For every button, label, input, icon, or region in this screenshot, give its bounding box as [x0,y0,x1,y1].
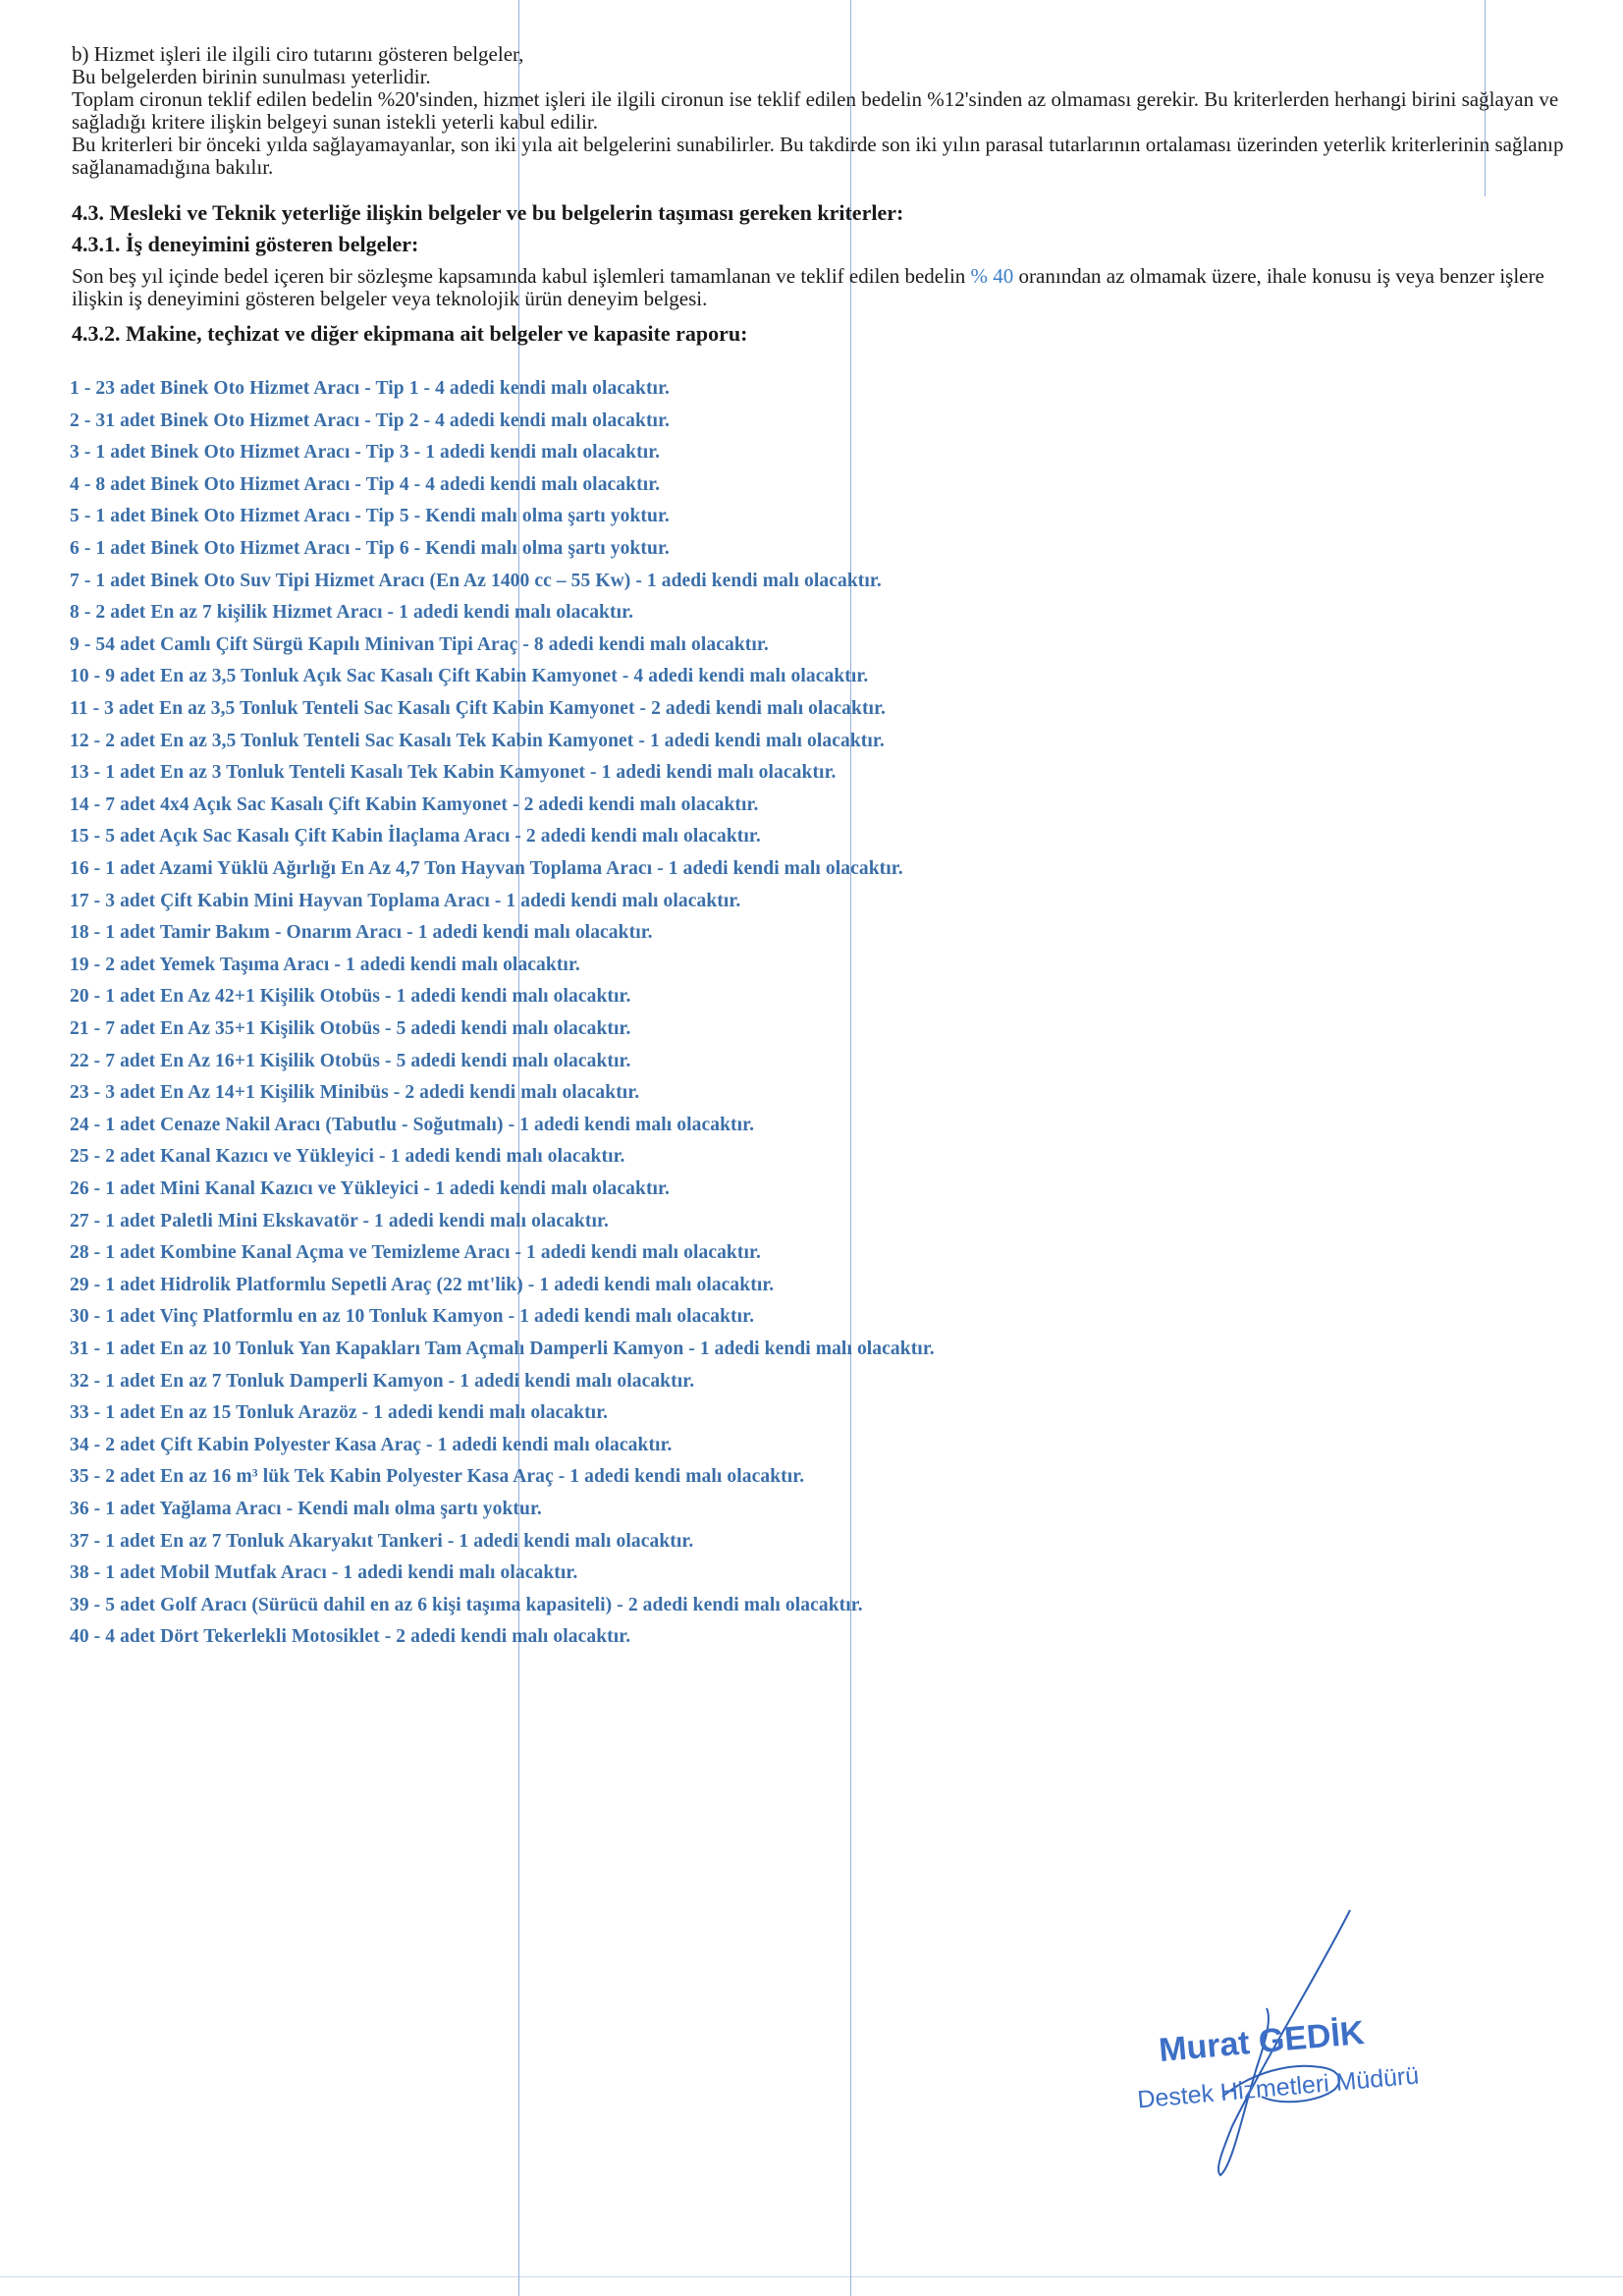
equipment-item: 9 - 54 adet Camlı Çift Sürgü Kapılı Minivan Tipi Araç - 8 adedi kendi malı olacaktır. [70,633,769,655]
equipment-item: 25 - 2 adet Kanal Kazıcı ve Yükleyici - 1 adedi kendi malı olacaktır. [70,1146,625,1168]
equipment-item: 5 - 1 adet Binek Oto Hizmet Aracı - Tip 5 - Kendi malı olma şartı yoktur. [70,506,670,527]
equipment-item: 7 - 1 adet Binek Oto Suv Tipi Hizmet Aracı (En Az 1400 cc – 55 Kw) - 1 adedi kendi malı olacaktır. [70,570,882,591]
equipment-item: 34 - 2 adet Çift Kabin Polyester Kasa Araç - 1 adedi kendi malı olacaktır. [70,1434,673,1455]
section-heading-4-3: 4.3. Mesleki ve Teknik yeterliğe ilişkin belgeler ve bu belgelerin taşıması gereken kriterler: [72,200,904,225]
equipment-item: 36 - 1 adet Yağlama Aracı - Kendi malı olma şartı yoktur. [70,1499,542,1519]
signature-title: Destek Hizmetleri Müdürü [1136,2061,1421,2114]
equipment-item: 26 - 1 adet Mini Kanal Kazıcı ve Yükleyici - 1 adedi kendi malı olacaktır. [70,1178,670,1199]
equipment-item: 37 - 1 adet En az 7 Tonluk Akaryakıt Tankeri - 1 adedi kendi malı olacaktır. [70,1530,694,1552]
equipment-item: 21 - 7 adet En Az 35+1 Kişilik Otobüs - 5 adedi kendi malı olacaktır. [70,1018,631,1039]
equipment-item: 23 - 3 adet En Az 14+1 Kişilik Minibüs - 2 adedi kendi malı olacaktır. [70,1082,640,1104]
equipment-item: 27 - 1 adet Paletli Mini Ekskavatör - 1 adedi kendi malı olacaktır. [70,1210,609,1231]
experience-text-before: Son beş yıl içinde bedel içeren bir sözleşme kapsamında kabul işlemleri tamamlanan ve teklif edilen bedelin [72,264,966,288]
section-heading-4-3-2: 4.3.2. Makine, teçhizat ve diğer ekipmana ait belgeler ve kapasite raporu: [72,321,748,346]
equipment-item: 4 - 8 adet Binek Oto Hizmet Aracı - Tip 4 - 4 adedi kendi malı olacaktır. [70,473,661,495]
equipment-item: 6 - 1 adet Binek Oto Hizmet Aracı - Tip 6 - Kendi malı olma şartı yoktur. [70,538,670,559]
intro-line: Bu kriterleri bir önceki yılda sağlayamayanlar, son iki yıla ait belgelerini sunabilirler. Bu takdirde son iki yılın parasal tutarlarının ortalaması üzerinden yeterlik kriterlerinin sağlanıp sağlanamadığına bakılır. [72,133,1564,179]
equipment-item: 30 - 1 adet Vinç Platformlu en az 10 Tonluk Kamyon - 1 adedi kendi malı olacaktır. [70,1306,755,1328]
equipment-item: 24 - 1 adet Cenaze Nakil Aracı (Tabutlu - Soğutmalı) - 1 adedi kendi malı olacaktır. [70,1114,755,1135]
equipment-item: 14 - 7 adet 4x4 Açık Sac Kasalı Çift Kabin Kamyonet - 2 adedi kendi malı olacaktır. [70,793,759,815]
equipment-item: 8 - 2 adet En az 7 kişilik Hizmet Aracı - 1 adedi kendi malı olacaktır. [70,602,634,624]
equipment-item: 17 - 3 adet Çift Kabin Mini Hayvan Toplama Aracı - 1 adedi kendi malı olacaktır. [70,890,741,911]
equipment-item: 16 - 1 adet Azami Yüklü Ağırlığı En Az 4,7 Ton Hayvan Toplama Aracı - 1 adedi kendi malı olacaktır. [70,858,903,879]
signature-name: Murat GEDİK [1157,2013,1366,2070]
equipment-item: 31 - 1 adet En az 10 Tonluk Yan Kapakları Tam Açmalı Damperli Kamyon - 1 adedi kendi malı olacaktır. [70,1339,935,1359]
equipment-item: 39 - 5 adet Golf Aracı (Sürücü dahil en az 6 kişi taşıma kapasiteli) - 2 adedi kendi malı olacaktır. [70,1594,863,1615]
intro-line: Bu belgelerden birinin sunulması yeterlidir. [72,65,431,88]
experience-paragraph [72,265,1584,310]
equipment-item: 29 - 1 adet Hidrolik Platformlu Sepetli Araç (22 mt'lik) - 1 adedi kendi malı olacaktır. [70,1274,775,1295]
section-heading-4-3-1: 4.3.1. İş deneyimini gösteren belgeler: [72,232,419,256]
equipment-item: 28 - 1 adet Kombine Kanal Açma ve Temizleme Aracı - 1 adedi kendi malı olacaktır. [70,1242,761,1264]
equipment-item: 38 - 1 adet Mobil Mutfak Aracı - 1 adedi kendi malı olacaktır. [70,1562,578,1584]
experience-text-after: oranından az olmamak üzere, ihale konusu iş veya benzer işlere ilişkin iş deneyimini gösteren belgeler veya teknolojik ürün deneyim belgesi. [72,264,1544,310]
equipment-item: 15 - 5 adet Açık Sac Kasalı Çift Kabin İlaçlama Aracı - 2 adedi kendi malı olacaktır. [70,826,761,847]
equipment-item: 35 - 2 adet En az 16 m³ lük Tek Kabin Polyester Kasa Araç - 1 adedi kendi malı olacaktır. [70,1466,805,1488]
intro-line: b) Hizmet işleri ile ilgili ciro tutarını gösteren belgeler, [72,42,524,66]
equipment-item: 11 - 3 adet En az 3,5 Tonluk Tenteli Sac Kasalı Çift Kabin Kamyonet - 2 adedi kendi malı olacaktır. [70,698,887,719]
intro-line: Toplam cironun teklif edilen bedelin %20'sinden, hizmet işleri ile ilgili cironun ise teklif edilen bedelin %12'sinden az olmaması gerekir. Bu kriterlerden herhangi birini sağlayan ve sağladığı kritere ilişkin belgeyi sunan istekli yeterli kabul edilir. [72,87,1559,134]
intro-block [72,43,1584,179]
equipment-item: 12 - 2 adet En az 3,5 Tonluk Tenteli Sac Kasalı Tek Kabin Kamyonet - 1 adedi kendi malı olacaktır. [70,730,885,751]
equipment-item: 20 - 1 adet En Az 42+1 Kişilik Otobüs - 1 adedi kendi malı olacaktır. [70,986,631,1008]
equipment-item: 2 - 31 adet Binek Oto Hizmet Aracı - Tip 2 - 4 adedi kendi malı olacaktır. [70,410,671,431]
scan-line [850,0,851,2296]
equipment-item: 33 - 1 adet En az 15 Tonluk Arazöz - 1 adedi kendi malı olacaktır. [70,1402,609,1424]
equipment-item: 32 - 1 adet En az 7 Tonluk Damperli Kamyon - 1 adedi kendi malı olacaktır. [70,1370,695,1392]
equipment-item: 10 - 9 adet En az 3,5 Tonluk Açık Sac Kasalı Çift Kabin Kamyonet - 4 adedi kendi malı olacaktır. [70,666,869,687]
equipment-item: 13 - 1 adet En az 3 Tonluk Tenteli Kasalı Tek Kabin Kamyonet - 1 adedi kendi malı olacaktır. [70,762,837,784]
equipment-item: 40 - 4 adet Dört Tekerlekli Motosiklet - 2 adedi kendi malı olacaktır. [70,1626,631,1648]
equipment-item: 18 - 1 adet Tamir Bakım - Onarım Aracı - 1 adedi kendi malı olacaktır. [70,922,653,944]
equipment-item: 1 - 23 adet Binek Oto Hizmet Aracı - Tip 1 - 4 adedi kendi malı olacaktır. [70,378,671,399]
experience-percent: % 40 [970,264,1014,288]
equipment-item: 3 - 1 adet Binek Oto Hizmet Aracı - Tip 3 - 1 adedi kendi malı olacaktır. [70,442,661,464]
equipment-item: 22 - 7 adet En Az 16+1 Kişilik Otobüs - 5 adedi kendi malı olacaktır. [70,1050,631,1071]
scan-line [0,2276,1623,2277]
equipment-item: 19 - 2 adet Yemek Taşıma Aracı - 1 adedi kendi malı olacaktır. [70,954,580,975]
